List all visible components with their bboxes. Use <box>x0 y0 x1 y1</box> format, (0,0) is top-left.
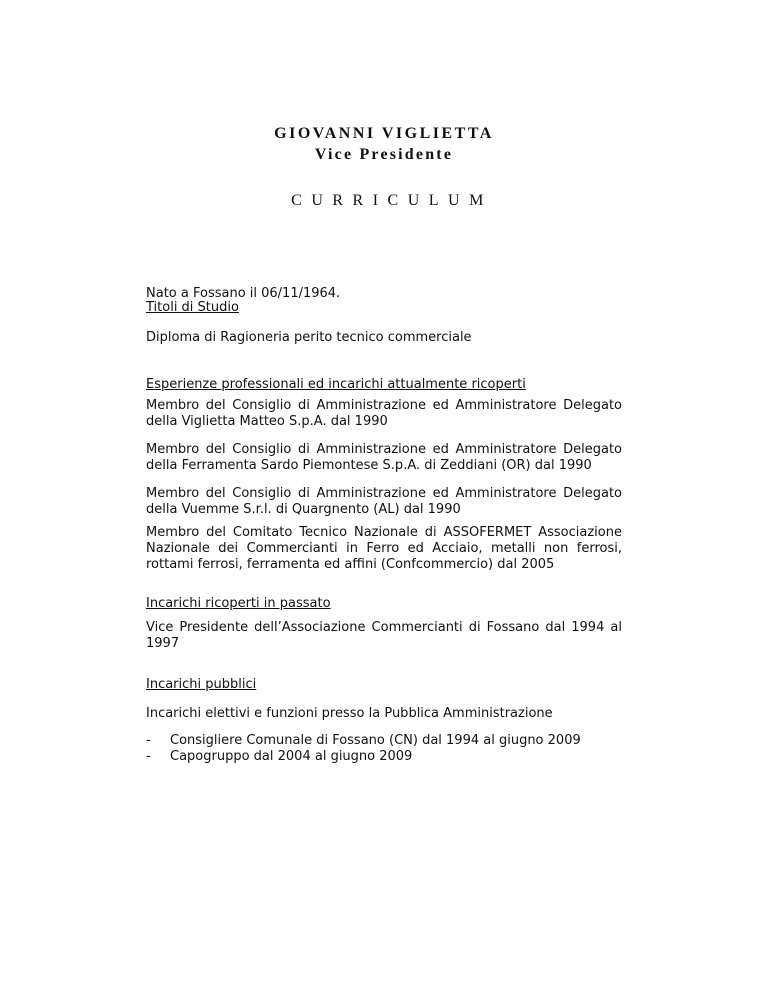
person-name: GIOVANNI VIGLIETTA <box>274 125 494 142</box>
list-bullet: - <box>146 749 151 764</box>
experience-item: Membro del Consiglio di Amministrazione ed Amministratore Delegato della Vuemme S.r.l. di Quargnento (AL) dal 1990 <box>146 486 622 517</box>
experience-item: Membro del Consiglio di Amministrazione ed Amministratore Delegato della Viglietta Matteo S.p.A. dal 1990 <box>146 398 622 429</box>
past-text: Vice Presidente dell’Associazione Commercianti di Fossano dal 1994 al 1997 <box>146 620 622 651</box>
birth-info: Nato a Fossano il 06/11/1964. <box>146 286 341 301</box>
document-title: CURRICULUM <box>291 192 493 209</box>
public-roles-list <box>146 733 581 765</box>
studies-heading: Titoli di Studio <box>146 300 239 315</box>
experience-item: Membro del Comitato Tecnico Nazionale di ASSOFERMET Associazione Nazionale dei Commercianti in Ferro ed Acciaio, metalli non ferrosi, rottami ferrosi, ferramenta ed affini (Confcommercio) dal 2005 <box>146 525 622 572</box>
public-heading: Incarichi pubblici <box>146 677 257 692</box>
experience-heading: Esperienze professionali ed incarichi attualmente ricoperti <box>146 377 526 392</box>
list-bullet: - <box>146 733 151 748</box>
list-item <box>146 733 581 749</box>
list-item-text: Capogruppo dal 2004 al giugno 2009 <box>170 749 413 764</box>
past-heading: Incarichi ricoperti in passato <box>146 596 331 611</box>
list-item <box>146 749 581 765</box>
studies-text: Diploma di Ragioneria perito tecnico commerciale <box>146 330 472 345</box>
experience-item: Membro del Consiglio di Amministrazione ed Amministratore Delegato della Ferramenta Sardo Piemontese S.p.A. di Zeddiani (OR) dal 1990 <box>146 442 622 473</box>
public-intro: Incarichi elettivi e funzioni presso la Pubblica Amministrazione <box>146 706 553 721</box>
person-role: Vice Presidente <box>314 146 454 163</box>
list-item-text: Consigliere Comunale di Fossano (CN) dal 1994 al giugno 2009 <box>170 733 581 748</box>
